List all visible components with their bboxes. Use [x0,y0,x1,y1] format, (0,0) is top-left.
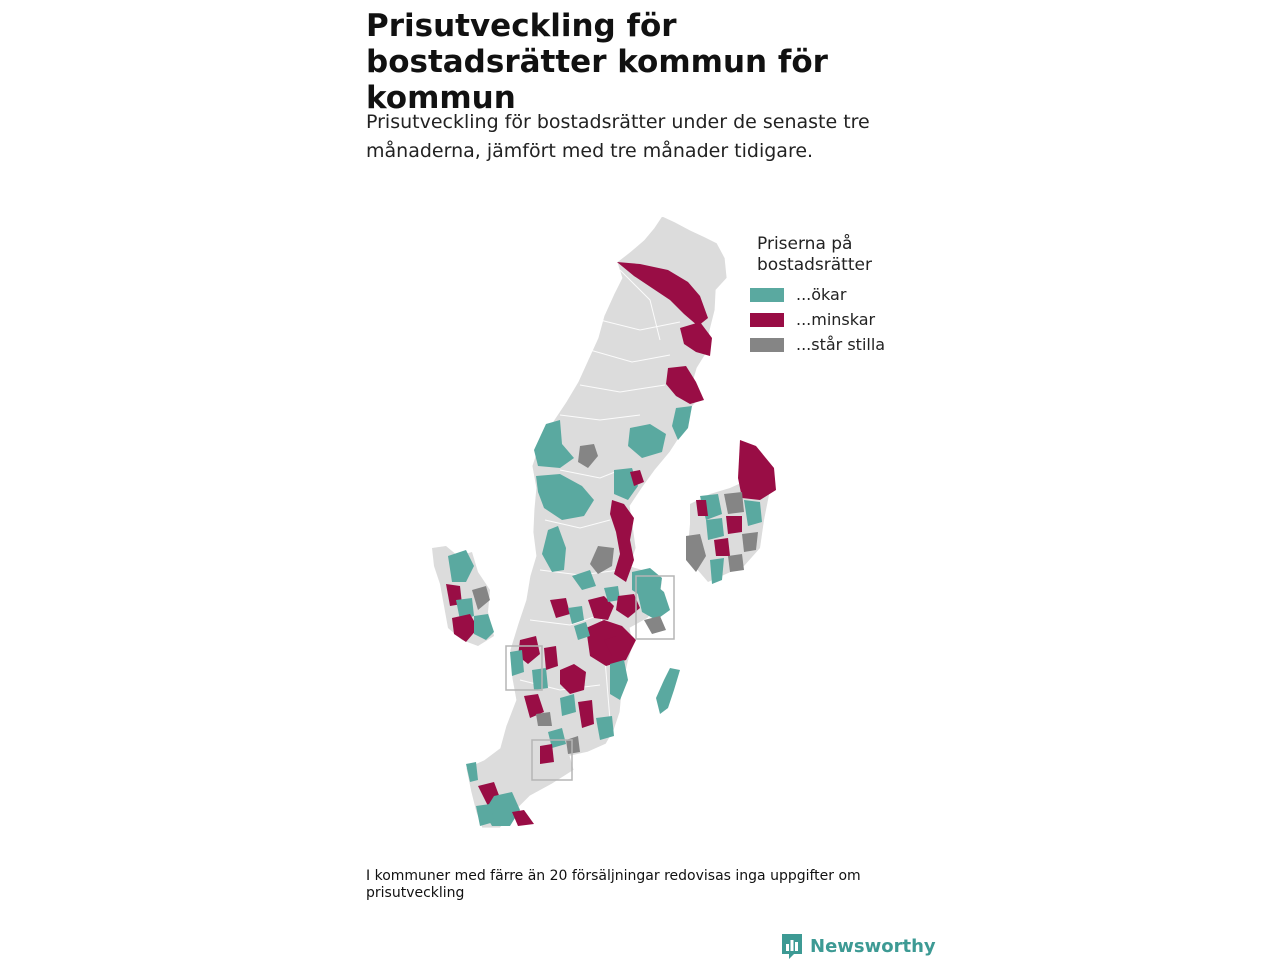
region-increase [510,650,524,676]
legend-label: ...ökar [796,285,847,304]
region-decrease [540,744,554,764]
legend-item-decrease [750,307,897,332]
gotland-increase [656,668,680,714]
legend-title: Priserna på bostadsrätter [757,234,872,275]
brand-logo[interactable] [780,932,936,960]
page-subtitle: Prisutveckling för bostadsrätter under de senaste tre månaderna, jämfört med tre månader tidigare. [366,111,870,162]
region-decrease [512,810,534,826]
page-title: Prisutveckling för bostadsrätter kommun för kommun [366,8,828,116]
map-legend [750,234,897,357]
bar-chart-logo-icon [780,932,804,960]
goteborg-inset [432,546,494,646]
legend-label: ...står stilla [796,335,886,354]
legend-swatch-increase [750,288,784,302]
legend-item-increase [750,282,897,307]
region-decrease [544,646,558,670]
stockholm-inset [686,440,776,584]
region-unchanged [536,712,552,726]
footnote: I kommuner med färre än 20 försäljningar redovisas inga uppgifter om prisutveckling [366,868,861,901]
region-increase [532,668,548,690]
legend-swatch-decrease [750,313,784,327]
legend-swatch-unchanged [750,338,784,352]
legend-label: ...minskar [796,310,876,329]
region-increase [466,762,478,782]
brand-name: Newsworthy [810,935,936,957]
legend-item-unchanged [750,332,897,357]
